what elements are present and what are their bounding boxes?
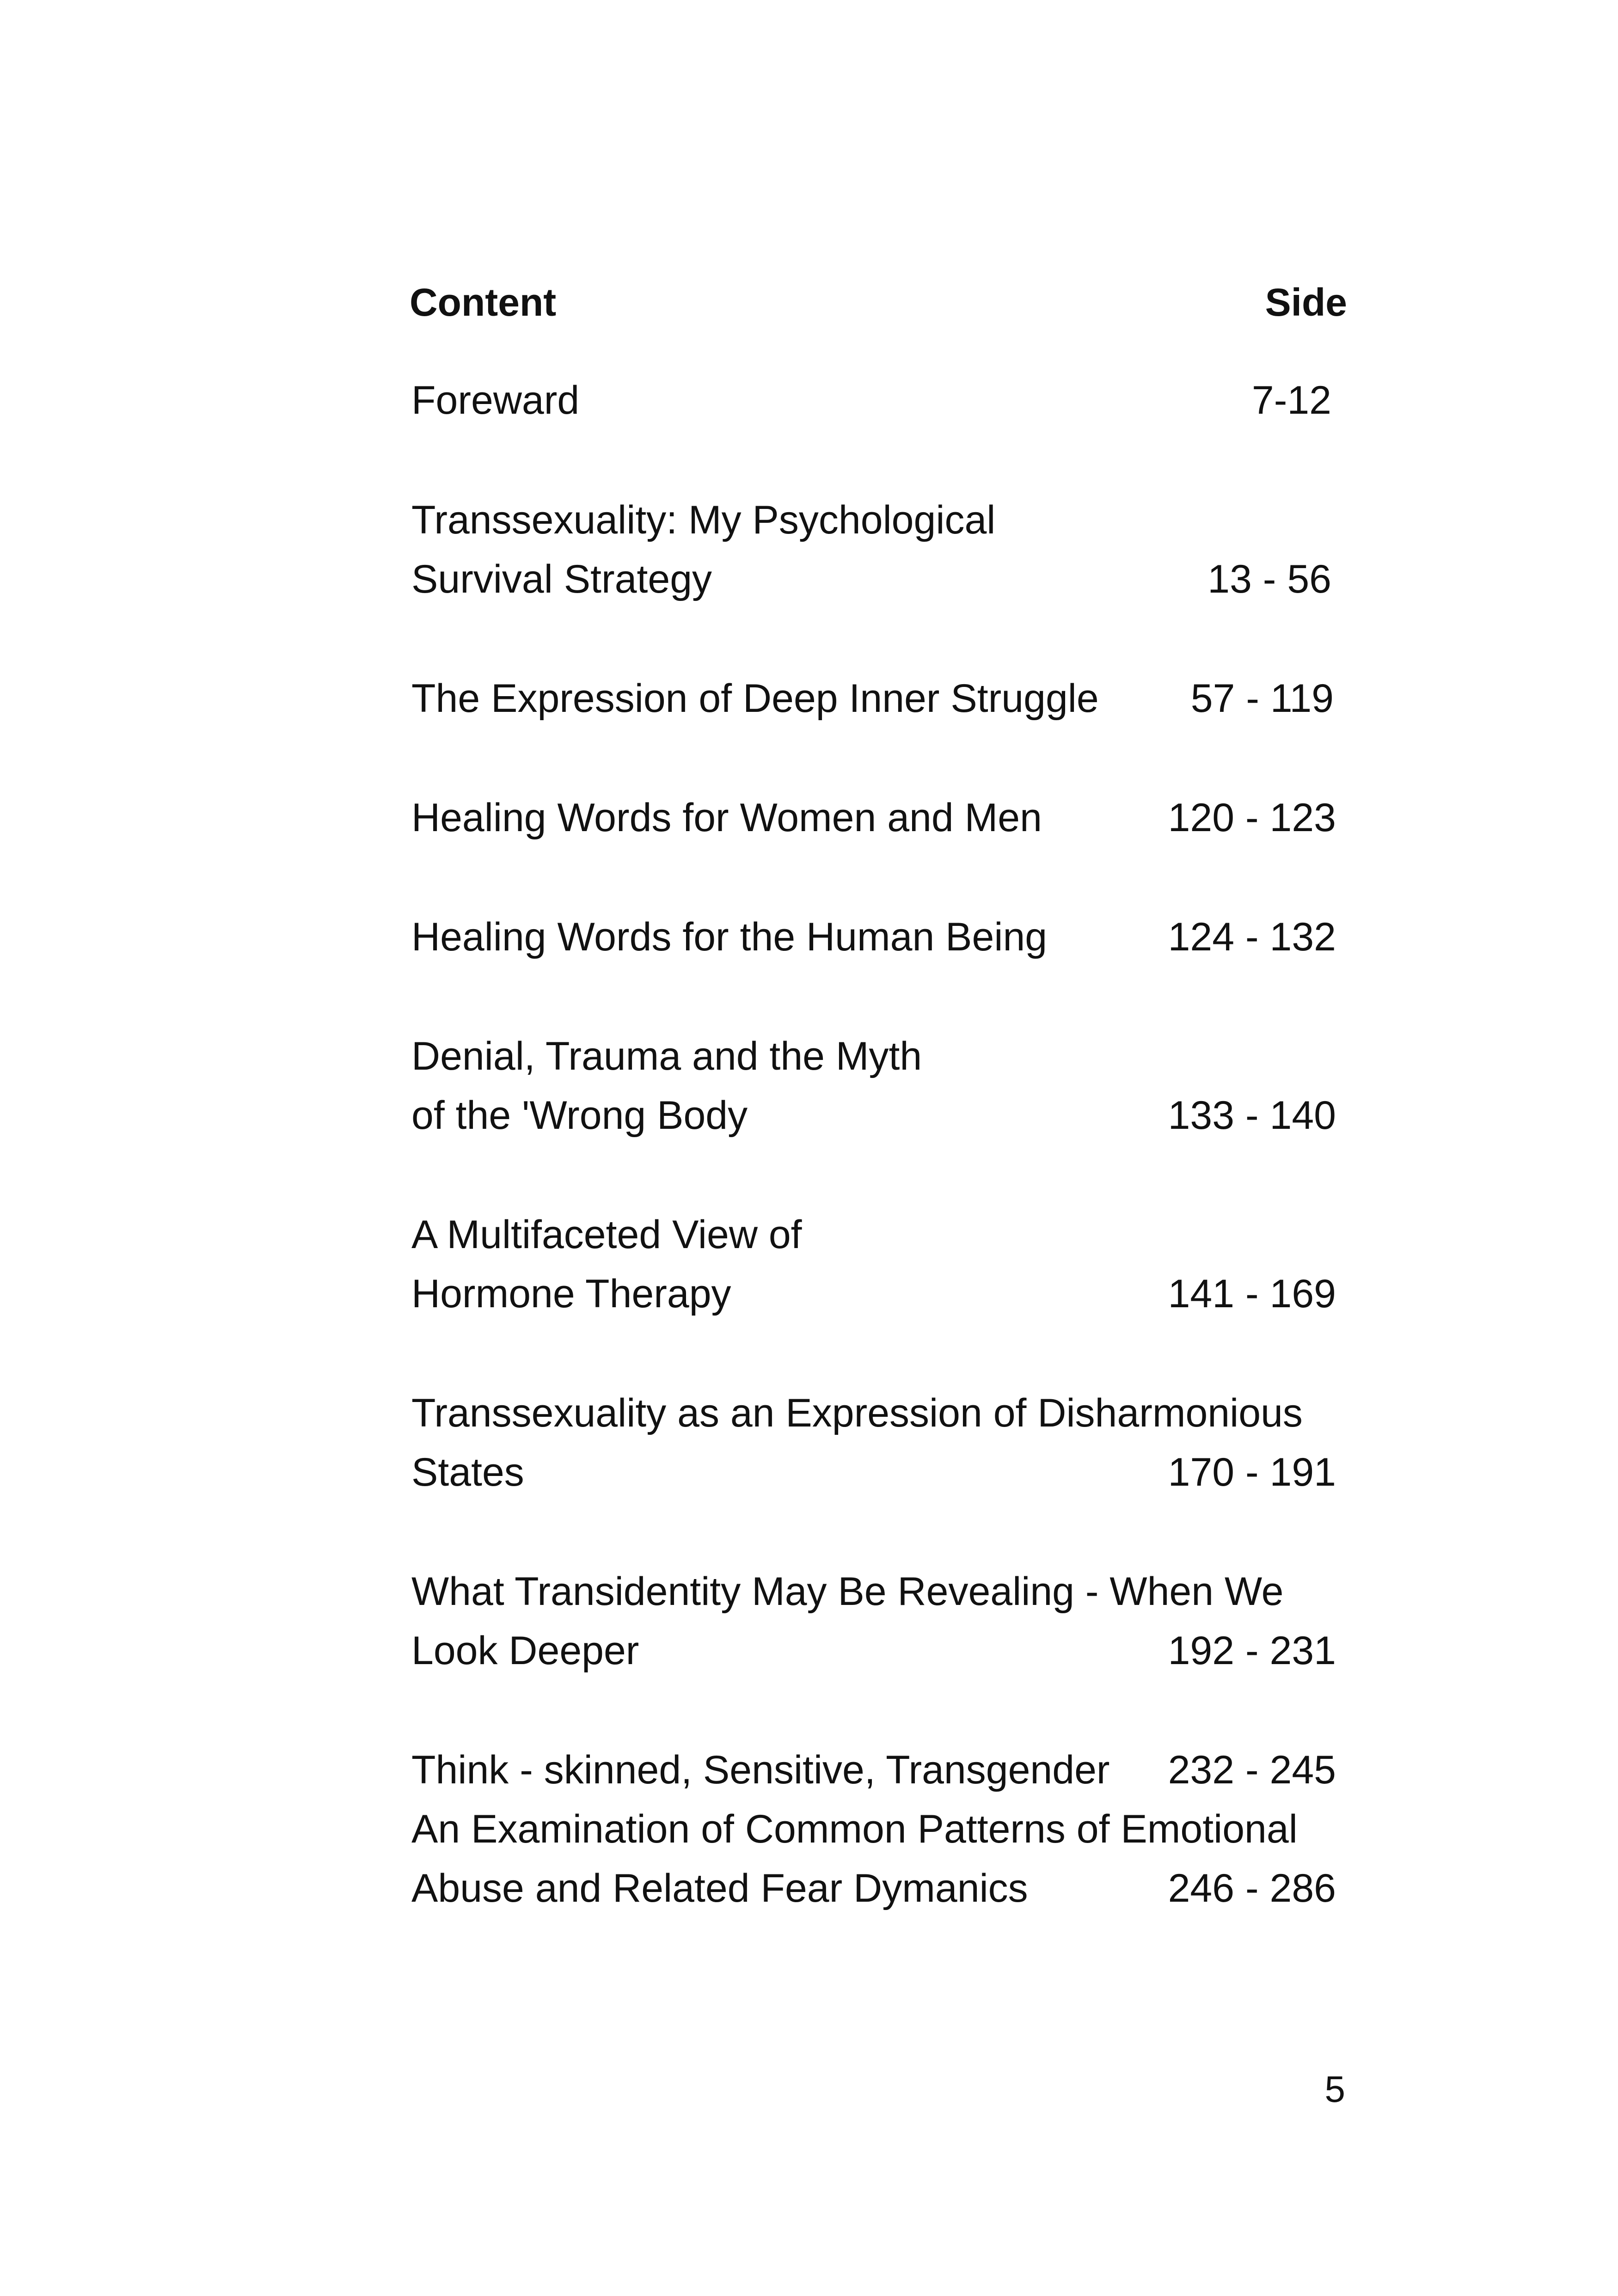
- toc-entry-title: An Examination of Common Patterns of Emotional: [411, 1807, 1298, 1851]
- toc-entry-pages: 7-12: [1251, 378, 1331, 422]
- toc-entry-pages: 120 - 123: [1168, 796, 1336, 840]
- toc-entry-title: Hormone Therapy: [411, 1272, 731, 1316]
- toc-entry-title: Transsexuality: My Psychological: [411, 498, 996, 542]
- toc-entry-pages: 192 - 231: [1168, 1629, 1336, 1673]
- toc-entry-title: A Multifaceted View of: [411, 1212, 802, 1257]
- toc-entry-pages: 141 - 169: [1168, 1272, 1336, 1316]
- toc-entry-title: Denial, Trauma and the Myth: [411, 1034, 922, 1078]
- toc-entry-pages: 124 - 132: [1168, 915, 1336, 959]
- page-number: 5: [1324, 2069, 1345, 2110]
- toc-entry-title: Healing Words for the Human Being: [411, 915, 1048, 959]
- toc-entry-pages: 13 - 56: [1207, 557, 1331, 601]
- toc-entry-title: Look Deeper: [411, 1629, 639, 1673]
- toc-entry-title: What Transidentity May Be Revealing - When We: [411, 1569, 1284, 1614]
- toc-entry-title: of the 'Wrong Body: [411, 1093, 748, 1138]
- toc-entry-title: The Expression of Deep Inner Struggle: [411, 676, 1099, 721]
- toc-entry-pages: 246 - 286: [1168, 1866, 1336, 1910]
- pages-column-header: Side: [1265, 281, 1347, 324]
- toc-entry-title: Healing Words for Women and Men: [411, 796, 1042, 840]
- toc-entry-pages: 232 - 245: [1168, 1748, 1336, 1792]
- toc-entry-title: Think - skinned, Sensitive, Transgender: [411, 1748, 1110, 1792]
- toc-entry-pages: 133 - 140: [1168, 1093, 1336, 1138]
- toc-entry-title: Transsexuality as an Expression of Disharmonious: [411, 1391, 1303, 1435]
- toc-title: Content: [410, 281, 557, 324]
- toc-entry-pages: 57 - 119: [1190, 676, 1334, 721]
- toc-entry-title: Foreward: [411, 378, 580, 422]
- toc-entry-title: Abuse and Related Fear Dymanics: [411, 1866, 1028, 1910]
- toc-entry-pages: 170 - 191: [1168, 1450, 1336, 1494]
- toc-entry-title: States: [411, 1450, 524, 1494]
- toc-entry-title: Survival Strategy: [411, 557, 712, 601]
